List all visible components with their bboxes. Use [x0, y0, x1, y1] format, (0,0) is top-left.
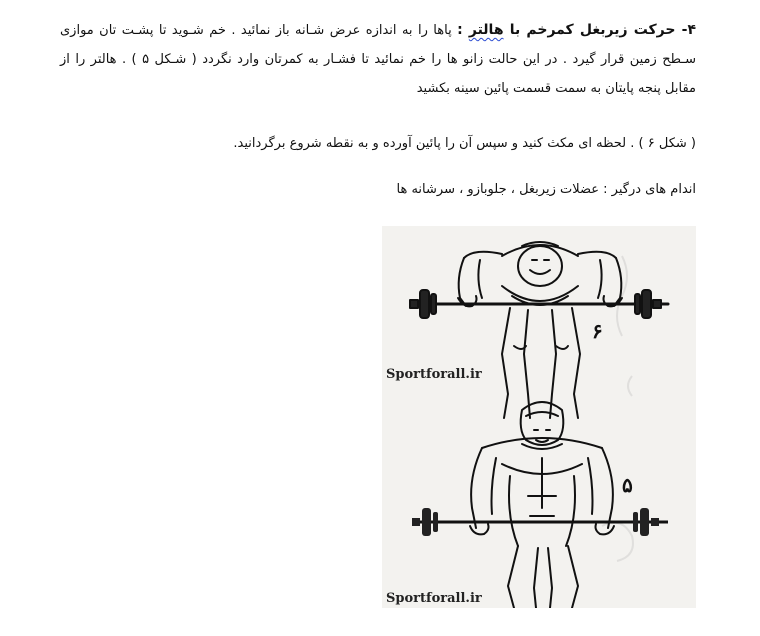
paragraph-exercise-description — [60, 16, 696, 103]
paragraph-continuation: ( شکل ۶ ) . لحظه ای مکث کنید و سپس آن را پائین آورده و به نقطه شروع برگردانید. — [233, 136, 696, 151]
figure-five-drawing — [470, 402, 614, 608]
spellcheck-underlined-word: هالتر — [468, 22, 504, 38]
exercise-body-text: پاها را به اندازه عرض شـانه باز نمائید . خم شـوید تا پشـت تان موازی سـطح زمین قرار گیرد . در این حالت زانو ها را خم نمائید تا فشـار به کمرتان وارد نگردد ( شـکل ۵ ) . هالتر را از مقابل پنجه پایتان به سمت قسمت پائین سینه بکشید — [60, 23, 696, 96]
figure-label-six: ۶ — [592, 319, 603, 343]
exercise-heading-prefix: ۴- حرکت زیربغل کمرخم با — [503, 22, 696, 38]
exercise-illustration — [382, 226, 696, 608]
exercise-heading — [457, 22, 696, 38]
watermark-top: Sportforall.ir — [386, 367, 482, 382]
paragraph-muscles-involved: اندام های درگیر : عضلات زیربغل ، جلوبازو ، سرشانه ها — [396, 182, 696, 197]
exercise-heading-colon: : — [457, 22, 469, 38]
figure-label-five: ۵ — [622, 473, 633, 497]
watermark-bottom: Sportforall.ir — [386, 591, 482, 606]
